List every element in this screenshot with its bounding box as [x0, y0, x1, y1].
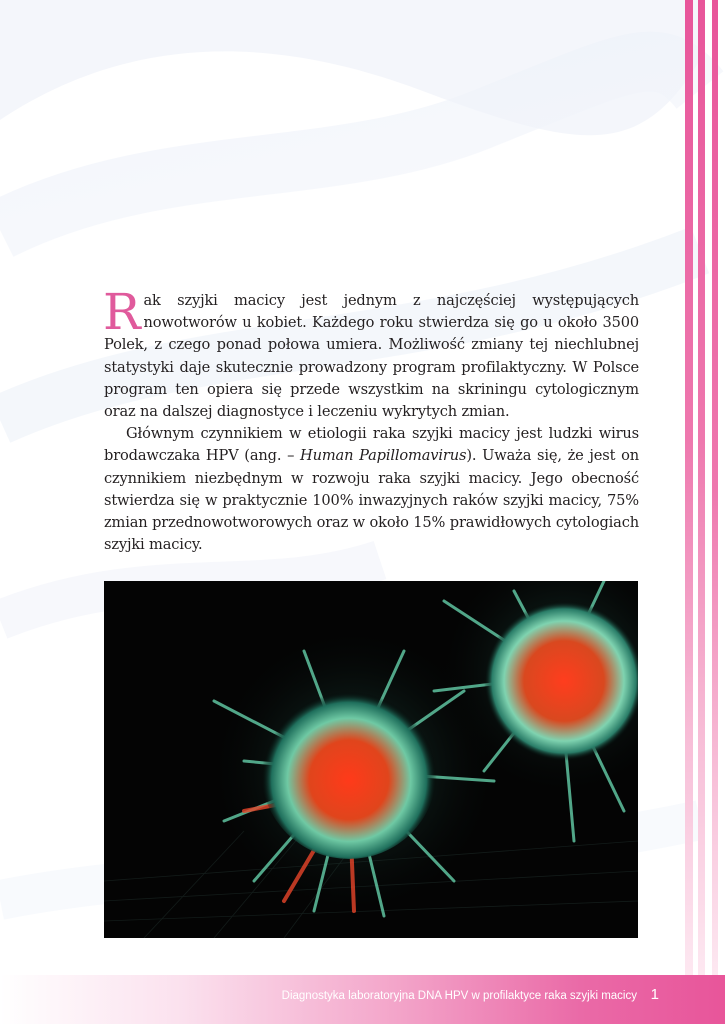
paragraph-hpv-start: Głównym czynnikiem w etiologii raka szyjki macicy jest ludzki wirus brodawczaka HPV (ang. – [104, 425, 639, 465]
paragraph-intro-text: ak szyjki macicy jest jednym z najczęściej występujących nowotworów u kobiet. Każdego roku stwierdza się go u około 3500 Polek, z czego ponad połowa umiera. Możliwość zmiany tej niechlubnej statystyki daje skutecznie prowadzony program profilaktyczny. W Polsce program ten opiera się przede wszystkim na skriningu cytologicznym oraz na dalszej diagnostyce i leczeniu wykrytych zmian. [104, 292, 639, 421]
latin-term: Human Papillomavirus [300, 447, 467, 465]
paragraph-hpv-end: ). Uważa się, że jest on czynnikiem niezbędnym w rozwoju raka szyjki macicy. Jego obecność stwierdza się w praktycznie 100% inwazyjnych raków szyjki macicy, 75% zmian przednowotworowych oraz w około 15% prawidłowych cytologiach szyjki macicy. [104, 447, 640, 554]
paragraph-intro [103, 283, 639, 423]
decorative-stripes [685, 0, 725, 1024]
footer-title: Diagnostyka laboratoryjna DNA HPV w profilaktyce raka szyjki macicy [281, 990, 637, 1002]
dropcap-letter: R [103, 283, 141, 341]
virus-illustration [104, 581, 638, 938]
paragraph-hpv [104, 423, 639, 556]
stripe-1 [685, 0, 693, 975]
stripe-2 [698, 0, 705, 975]
footer [0, 975, 725, 1024]
page-number: 1 [650, 986, 659, 1003]
stripe-3 [712, 0, 718, 975]
virus-image [104, 581, 638, 938]
article-body [103, 283, 640, 556]
